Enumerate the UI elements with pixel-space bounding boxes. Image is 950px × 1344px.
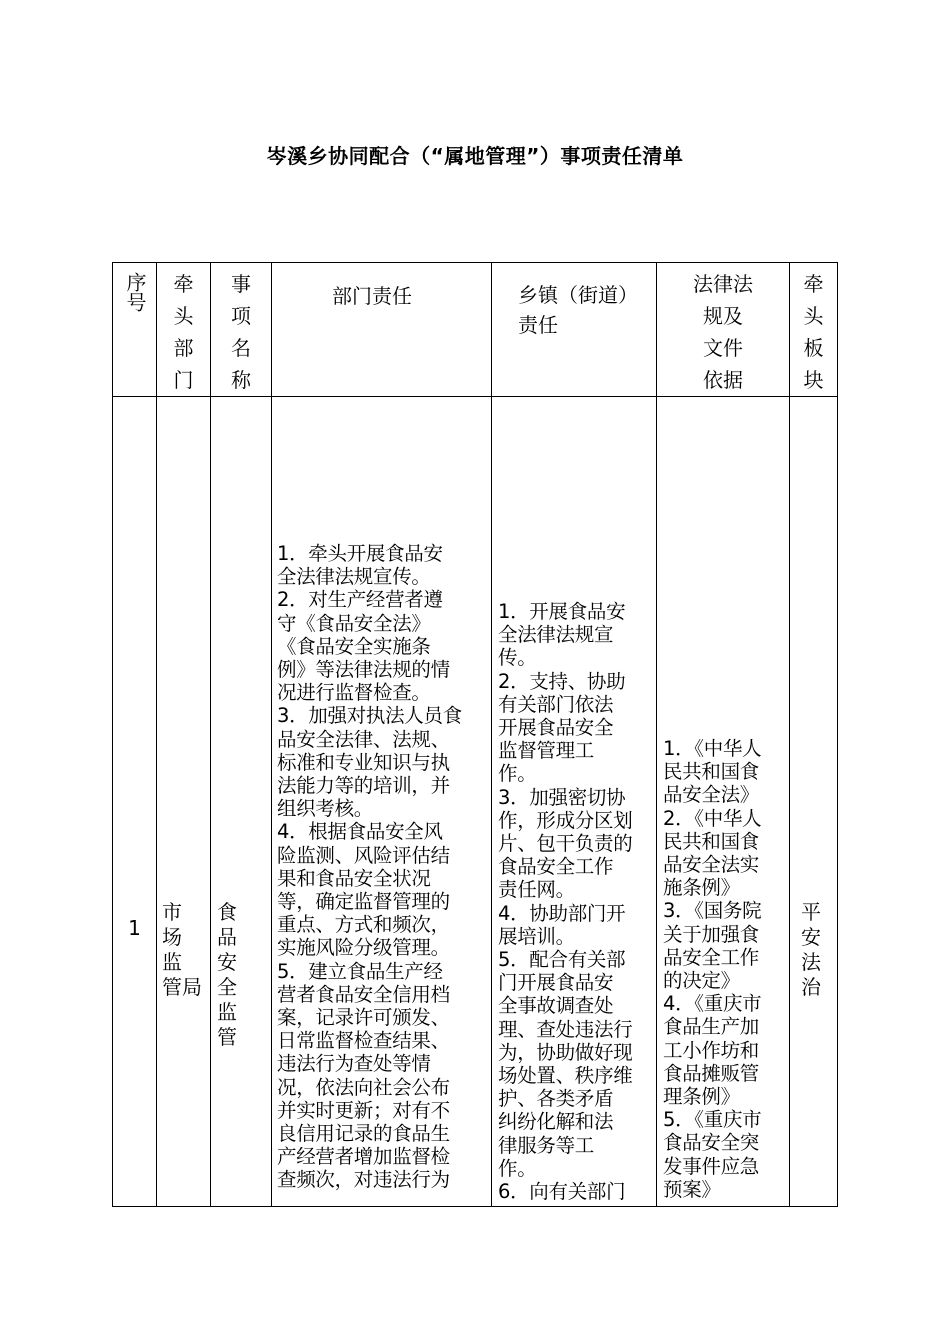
text-line: 良信用记录的食品生 <box>277 1122 450 1146</box>
text-line: 的决定》 <box>663 969 740 993</box>
text-line: 4．根据食品安全风 <box>277 820 443 844</box>
text-line: 5．配合有关部 <box>498 948 626 972</box>
row-dept-resp <box>277 542 491 1192</box>
text-line: 险监测、风险评估结 <box>277 843 450 867</box>
text-line: 4．协助部门开 <box>498 901 626 925</box>
text-line: 2．对生产经营者遵 <box>277 588 443 612</box>
text-line: 场处置、秩序维 <box>498 1064 633 1088</box>
text-line: 违法行为查处等情 <box>277 1052 431 1076</box>
header-lead-section: 牵 头 板 块 <box>803 272 824 392</box>
text-line: 全事故调查处 <box>498 994 614 1018</box>
text-line: 品安全工作 <box>663 945 760 969</box>
text-line: 食品生产加 <box>663 1015 760 1039</box>
text-line: 6．向有关部门 <box>498 1180 626 1204</box>
text-line: 理条例》 <box>663 1085 740 1109</box>
text-line: 日常监督检查结果、 <box>277 1029 450 1053</box>
text-line: 品安全法》 <box>663 783 760 807</box>
row-lead-section: 平 安 法 治 <box>801 900 821 999</box>
text-line: 关于加强食 <box>663 922 760 946</box>
text-line: 民共和国食 <box>663 760 760 784</box>
text-line: 护、各类矛盾 <box>498 1087 614 1111</box>
column-divider <box>656 262 657 1207</box>
row-item-name: 食 品 安 全 监 管 <box>217 900 237 1049</box>
text-line: 责任网。 <box>498 878 575 902</box>
text-line: 3．《国务院 <box>663 899 762 923</box>
text-line: 产经营者增加监督检 <box>277 1145 450 1169</box>
table-border-top <box>112 262 838 263</box>
text-line: 品安全法律、法规、 <box>277 727 450 751</box>
table-border-bottom <box>112 1206 838 1207</box>
column-divider <box>210 262 211 1207</box>
text-line: 2．《中华人 <box>663 806 762 830</box>
header-lead-dept: 牵 头 部 门 <box>173 272 194 392</box>
text-line: 3．加强密切协 <box>498 785 626 809</box>
row-lead-dept: 市 场 监 管局 <box>162 900 202 999</box>
text-line: 作，形成分区划 <box>498 808 633 832</box>
page-title: 岑溪乡协同配合（“属地管理”）事项责任清单 <box>266 144 684 168</box>
text-line: 全法律法规宣传。 <box>277 565 431 589</box>
header-seq: 序号 <box>123 272 147 312</box>
text-line: 民共和国食 <box>663 829 760 853</box>
text-line: 工小作坊和 <box>663 1038 760 1062</box>
text-line: 案，记录许可颁发、 <box>277 1006 450 1030</box>
text-line: 1．开展食品安 <box>498 600 626 623</box>
text-line: 监督管理工 <box>498 739 595 763</box>
row-seq: 1 <box>128 916 141 940</box>
row-legal-basis <box>663 737 789 1201</box>
text-line: 为，协助做好现 <box>498 1040 633 1064</box>
text-line: 理、查处违法行 <box>498 1017 633 1041</box>
text-line: 重点、方式和频次， <box>277 913 450 937</box>
text-line: 例》等法律法规的情 <box>277 658 450 682</box>
text-line: 1．《中华人 <box>663 737 762 760</box>
text-line: 开展食品安全 <box>498 716 614 740</box>
text-line: 展培训。 <box>498 924 575 948</box>
text-line: 片、包干负责的 <box>498 832 633 856</box>
text-line: 标准和专业知识与执 <box>277 750 450 774</box>
text-line: 品安全法实 <box>663 853 760 877</box>
text-line: 守《食品安全法》 <box>277 611 431 635</box>
text-line: 纠纷化解和法 <box>498 1110 614 1134</box>
text-line: 食品安全突 <box>663 1131 760 1155</box>
text-line: 营者食品安全信用档 <box>277 982 450 1006</box>
text-line: 4．《重庆市 <box>663 992 762 1016</box>
column-divider <box>271 262 272 1207</box>
text-line: 3．加强对执法人员食 <box>277 704 462 728</box>
text-line: 查频次，对违法行为 <box>277 1168 450 1192</box>
text-line: 2．支持、协助 <box>498 669 626 693</box>
text-line: 全法律法规宣 <box>498 623 614 647</box>
text-line: 法能力等的培训，并 <box>277 774 450 798</box>
header-dept-resp: 部门责任 <box>332 284 412 308</box>
text-line: 1．牵头开展食品安 <box>277 542 443 565</box>
text-line: 果和食品安全状况 <box>277 866 431 890</box>
text-line: 实施风险分级管理。 <box>277 936 450 960</box>
text-line: 发事件应急 <box>663 1154 760 1178</box>
header-town-resp: 乡镇（街道） 责任 <box>518 283 638 337</box>
text-line: 组织考核。 <box>277 797 374 821</box>
text-line: 作。 <box>498 1156 537 1180</box>
text-line: 况，依法向社会公布 <box>277 1075 450 1099</box>
text-line: 《食品安全实施条 <box>277 634 431 658</box>
text-line: 5．《重庆市 <box>663 1108 762 1132</box>
table-header-divider <box>112 396 838 397</box>
text-line: 况进行监督检查。 <box>277 681 431 705</box>
text-line: 并实时更新；对有不 <box>277 1098 450 1122</box>
text-line: 律服务等工 <box>498 1133 595 1157</box>
text-line: 施条例》 <box>663 876 740 900</box>
column-divider <box>156 262 157 1207</box>
table-border-left <box>112 262 113 1207</box>
column-divider <box>491 262 492 1207</box>
text-line: 5．建立食品生产经 <box>277 959 443 983</box>
header-legal-basis: 法律法 规及 文件 依据 <box>693 272 753 392</box>
text-line: 等，确定监督管理的 <box>277 890 450 914</box>
text-line: 预案》 <box>663 1177 721 1201</box>
table-border-right <box>837 262 838 1207</box>
text-line: 食品安全工作 <box>498 855 614 879</box>
row-town-resp <box>498 600 656 1203</box>
header-item-name: 事 项 名 称 <box>231 272 251 392</box>
text-line: 有关部门依法 <box>498 692 614 716</box>
text-line: 传。 <box>498 646 537 670</box>
column-divider <box>789 262 790 1207</box>
text-line: 作。 <box>498 762 537 786</box>
text-line: 门开展食品安 <box>498 971 614 995</box>
text-line: 食品摊贩管 <box>663 1061 760 1085</box>
